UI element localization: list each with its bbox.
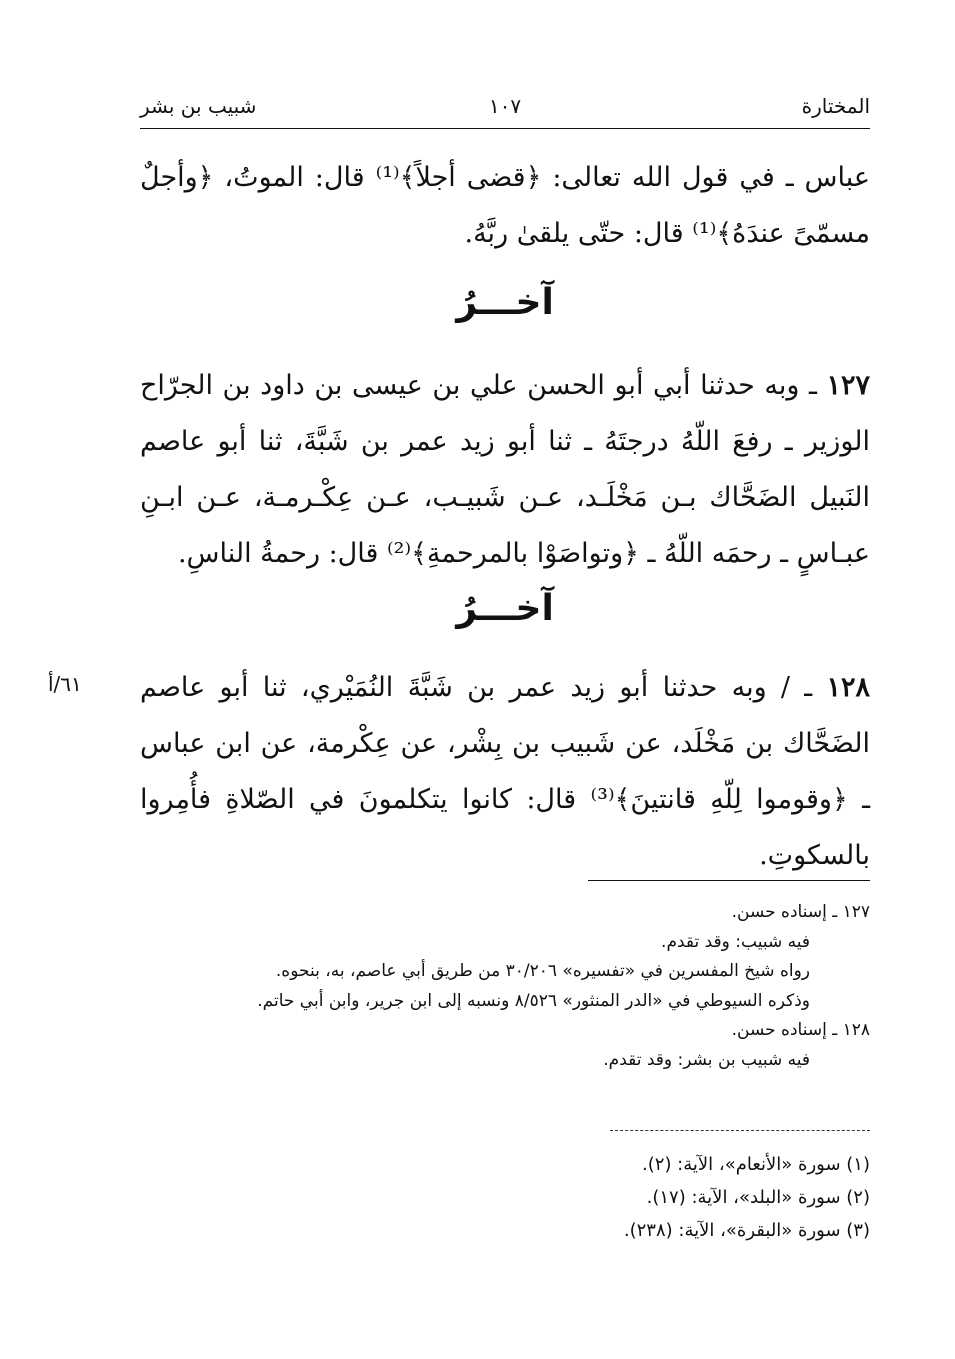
running-header xyxy=(140,88,870,129)
note-line: فيه شبيب: وقد تقدم. xyxy=(661,931,810,952)
section-heading: آخـــرُ xyxy=(456,282,554,323)
page-number: ١٠٧ xyxy=(488,94,522,118)
header-book-title: المختارة xyxy=(801,94,870,118)
section-heading: آخـــرُ xyxy=(456,588,554,629)
footnote: (٢) سورة «البلد»، الآية: (١٧). xyxy=(646,1187,870,1208)
footnote: (١) سورة «الأنعام»، الآية: (٢). xyxy=(642,1154,870,1175)
footnote: (٣) سورة «البقرة»، الآية: (٢٣٨). xyxy=(623,1220,870,1241)
hadith-number: ١٢٧ xyxy=(826,370,870,401)
note-line: وذكره السيوطي في «الدر المنثور» ٨/٥٢٦ ونسبه إلى ابن جرير، وابن أبي حاتم. xyxy=(257,990,810,1011)
note-line: ١٢٧ ـ إسناده حسن. xyxy=(731,902,870,922)
paragraph-continuation: عباس ـ في قول الله تعالى: ﴿قضى أجلاً﴾⁽¹⁾ قال: الموتُ، ﴿وأجلٌ مسمّىً عندَهُ﴾⁽¹⁾ قال: حتّى يلقىٰ ربَّهُ. xyxy=(140,162,870,249)
hadith-text: ـ وبه حدثنا أبي أبو الحسن علي بن عيسى بن داود بن الجرّاح الوزير ـ رفعَ اللّهُ درجتَهُ ـ ثنا أبو زيد عمر بن شَبَّةَ، ثنا أبو عاصم النَبيل الضَحَّاك بـن مَخْلَـد، عـن شَبيـب، عـن عِكْـرمـة، عـن ابـنِ عبـاسٍ ـ رحمَه اللّهُ ـ ﴿وتواصَوْا بالمرحمةِ﴾⁽²⁾ قال: رحمةُ الناسِ. xyxy=(140,370,870,569)
manuscript-folio-note: ٦١/أ xyxy=(48,672,82,696)
hadith-number: ١٢٨ xyxy=(826,672,870,703)
note-line: فيه شبيب بن بشر: وقد تقدم. xyxy=(603,1049,810,1070)
hadith-128 xyxy=(140,660,870,884)
commentary-notes xyxy=(140,898,870,1075)
note-line: ١٢٨ ـ إسناده حسن. xyxy=(731,1020,870,1040)
header-chapter-title: شبيب بن بشر xyxy=(140,94,257,118)
note-line: رواه شيخ المفسرين في «تفسيره» ٣٠/٢٠٦ من طريق أبي عاصم، به، بنحوه. xyxy=(275,961,810,981)
notes-divider xyxy=(588,880,870,881)
hadith-127 xyxy=(140,358,870,582)
footnotes xyxy=(140,1148,870,1247)
footnotes-divider xyxy=(610,1130,870,1131)
hadith-text: ـ / وبه حدثنا أبو زيد عمر بن شَبَّةَ النُمَيْري، ثنا أبو عاصم الضَحَّاك بن مَخْلَد، عن شَبيب بن بِشْر، عن عِكْرمة، عن ابن عباس ـ ﴿وقوموا لِلّهِ قانتينَ﴾⁽³⁾ قال: كانوا يتكلمونَ في الصّلاةِ فأُمِروا بالسكوتِ. xyxy=(140,672,871,871)
